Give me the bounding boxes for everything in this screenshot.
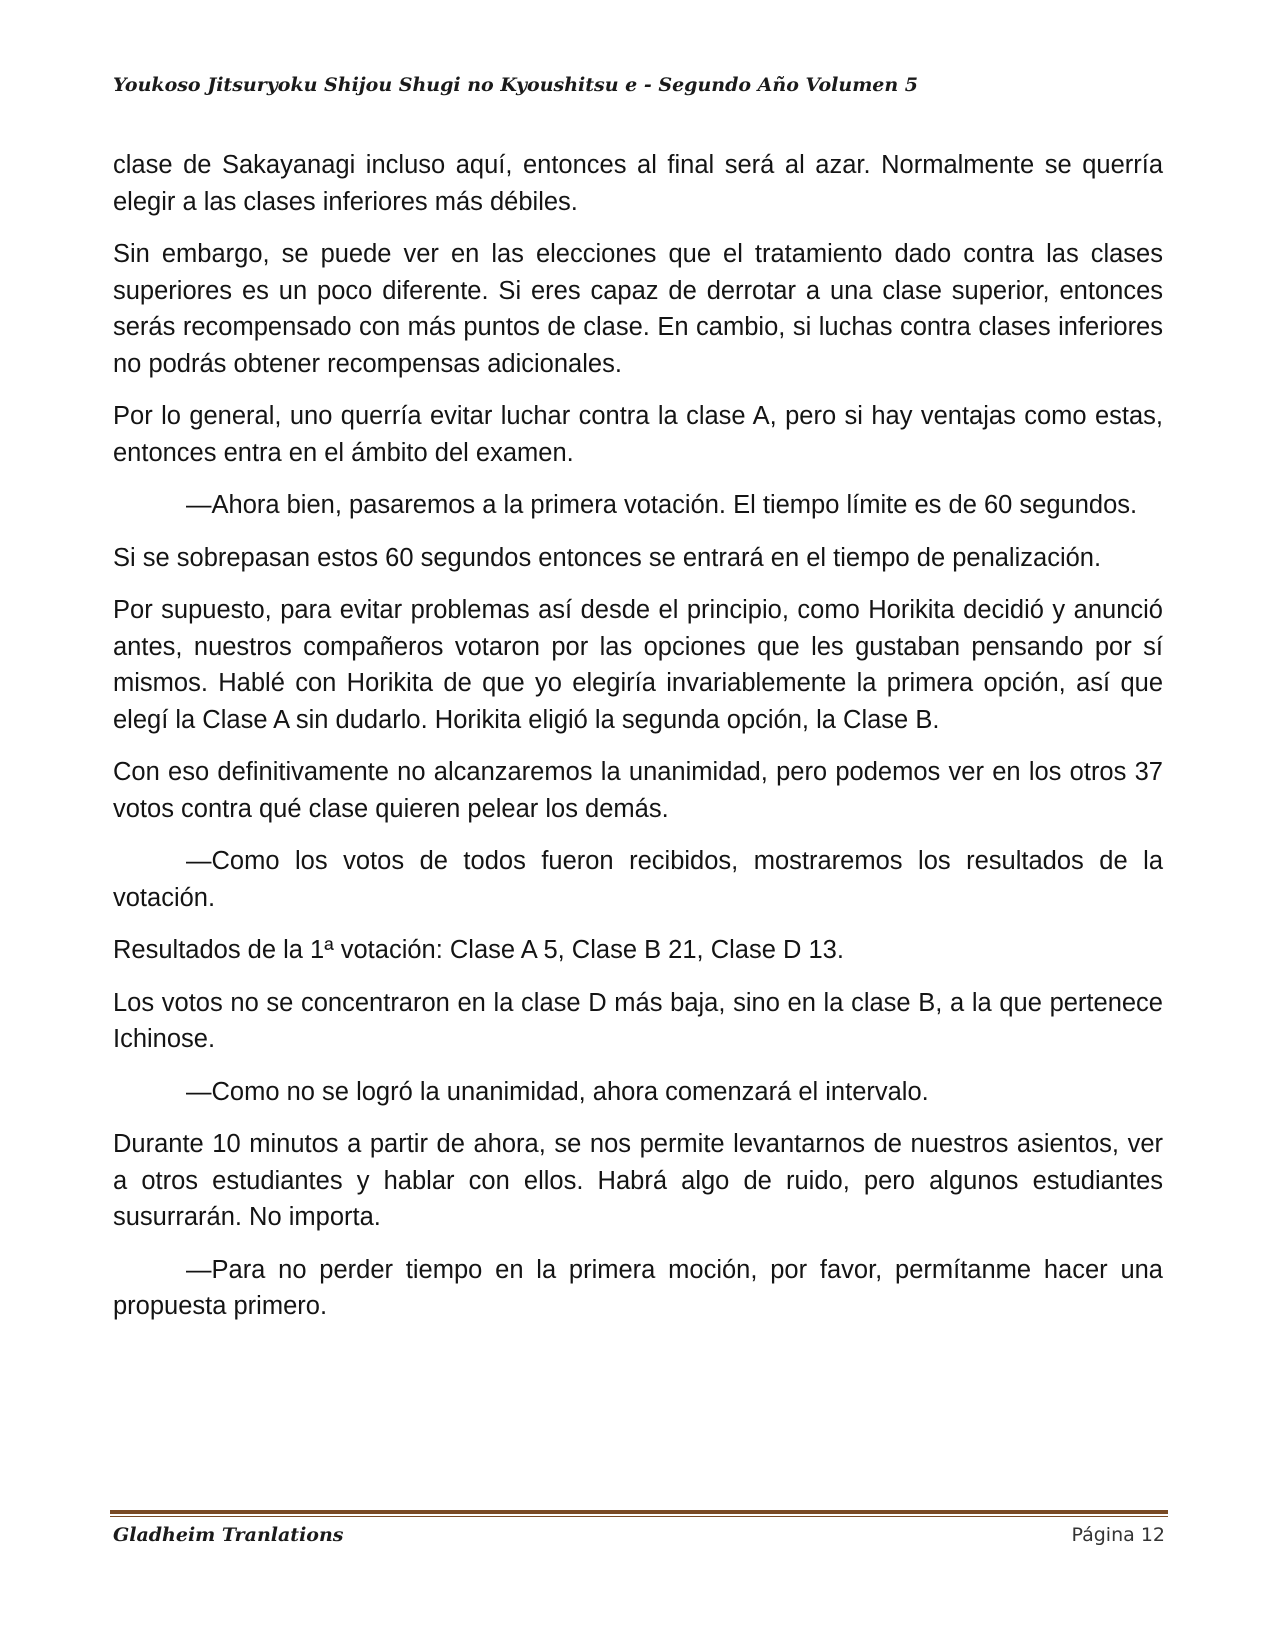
paragraph: Con eso definitivamente no alcanzaremos la unanimidad, pero podemos ver en los otros 37 votos contra qué clase quieren pelear los demás. (113, 758, 1163, 823)
paragraph: Por supuesto, para evitar problemas así desde el principio, como Horikita decidió y anunció antes, nuestros compañeros votaron por las opciones que les gustaban pensando por sí mismos. Hablé con Horikita de que yo elegiría invariablemente la primera opción, así que elegí la Clase A sin dudarlo. Horikita eligió la segunda opción, la Clase B. (113, 596, 1163, 734)
dialogue-paragraph: —Para no perder tiempo en la primera moción, por favor, permítanme hacer una propuesta primero. (113, 1255, 1163, 1320)
page-number: 12 (1140, 1524, 1165, 1546)
paragraph: Durante 10 minutos a partir de ahora, se nos permite levantarnos de nuestros asientos, ver a otros estudiantes y hablar con ellos. Habrá algo de ruido, pero algunos estudiantes susurrarán. No importa. (113, 1130, 1163, 1231)
page-number-block (1071, 1524, 1165, 1546)
paragraph: Los votos no se concentraron en la clase D más baja, sino en la clase B, a la que pertenece Ichinose. (113, 988, 1163, 1053)
dialogue-paragraph: —Como los votos de todos fueron recibidos, mostraremos los resultados de la votación. (113, 847, 1163, 912)
footer-credit: Gladheim Tranlations (113, 1524, 344, 1546)
body-text (113, 147, 1163, 1341)
footer-divider-thin (110, 1516, 1168, 1517)
paragraph: Por lo general, uno querría evitar luchar contra la clase A, pero si hay ventajas como estas, entonces entra en el ámbito del examen. (113, 402, 1163, 467)
dialogue-paragraph: —Como no se logró la unanimidad, ahora comenzará el intervalo. (186, 1077, 929, 1106)
footer-divider (110, 1510, 1168, 1517)
dialogue-paragraph: —Ahora bien, pasaremos a la primera votación. El tiempo límite es de 60 segundos. (186, 491, 1138, 519)
running-header: Youkoso Jitsuryoku Shijou Shugi no Kyoushitsu e - Segundo Año Volumen 5 (113, 74, 919, 96)
paragraph: Resultados de la 1ª votación: Clase A 5, Clase B 21, Clase D 13. (113, 936, 844, 964)
paragraph: Si se sobrepasan estos 60 segundos entonces se entrará en el tiempo de penalización. (113, 543, 1102, 572)
paragraph: Sin embargo, se puede ver en las elecciones que el tratamiento dado contra las clases superiores es un poco diferente. Si eres capaz de derrotar a una clase superior, entonces serás recompensado con más puntos de clase. En cambio, si luchas contra clases inferiores no podrás obtener recompensas adicionales. (113, 240, 1163, 378)
page-label: Página (1071, 1524, 1135, 1546)
footer-divider-thick (110, 1510, 1168, 1514)
paragraph: clase de Sakayanagi incluso aquí, entonces al final será al azar. Normalmente se querría elegir a las clases inferiores más débiles. (113, 151, 1163, 216)
